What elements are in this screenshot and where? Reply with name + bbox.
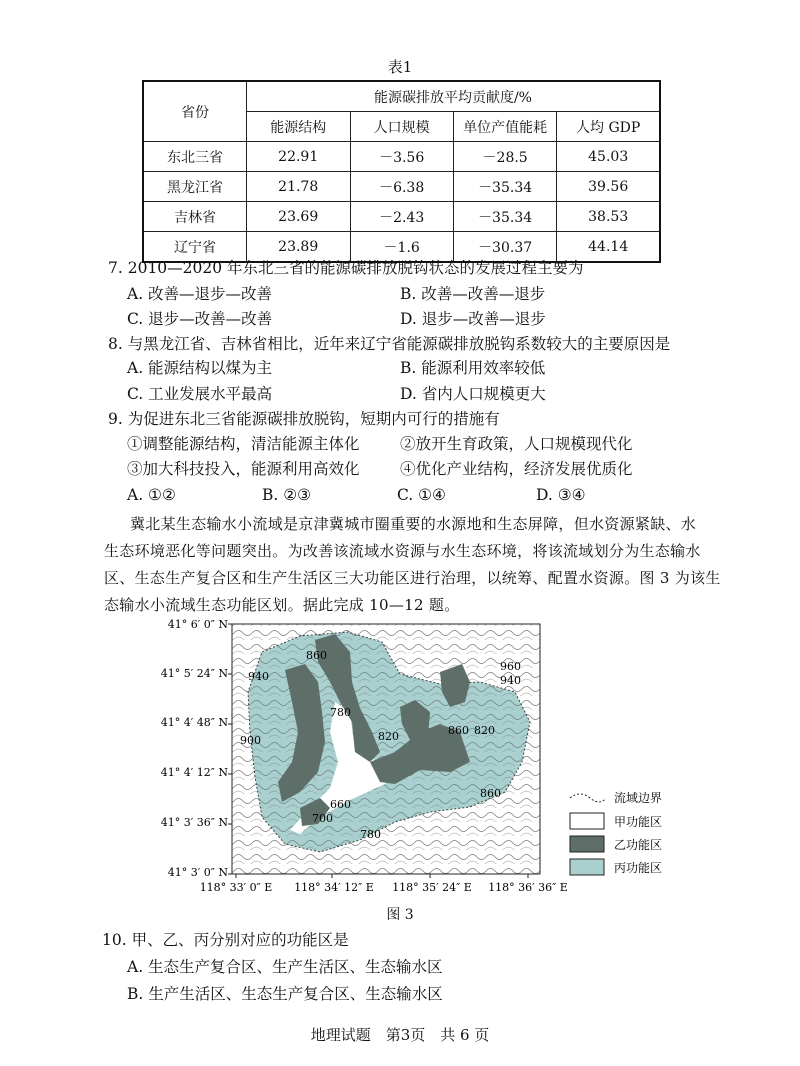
passage-line: 区、生态生产复合区和生产生活区三大功能区进行治理，以统筹、配置水资源。图 3 为该生 <box>104 569 721 587</box>
row-label: 吉林省 <box>143 202 246 232</box>
question-9-option-c: C. ①④ <box>397 486 446 504</box>
table-row <box>143 172 660 202</box>
row-label: 东北三省 <box>143 142 246 172</box>
table-row <box>143 202 660 232</box>
question-8-stem: 8. 与黑龙江省、吉林省相比，近年来辽宁省能源碳排放脱钩系数较大的主要原因是 <box>108 335 671 353</box>
longitude-label: 118° 33′ 0″ E <box>199 881 273 894</box>
legend-zone-c-label: 丙功能区 <box>614 861 663 875</box>
table-cell: －28.5 <box>453 142 557 172</box>
latitude-label: 41° 5′ 24″ N <box>160 667 228 680</box>
question-7-option-d: D. 退步—改善—退步 <box>400 310 546 328</box>
table-cell: －6.38 <box>350 172 453 202</box>
passage-line: 态输水小流域生态功能区划。据此完成 10—12 题。 <box>104 596 460 614</box>
contour-label: 780 <box>360 828 381 841</box>
table-cell: －35.34 <box>453 202 557 232</box>
question-9-stem: 9. 为促进东北三省能源碳排放脱钩，短期内可行的措施有 <box>108 410 500 428</box>
table-cell: 23.89 <box>246 232 350 263</box>
question-7-stem: 7. 2010—2020 年东北三省的能源碳排放脱钩状态的发展过程主要为 <box>108 259 584 277</box>
question-8-option-c: C. 工业发展水平最高 <box>127 385 273 403</box>
question-10-option-a: A. 生态生产复合区、生产生活区、生态输水区 <box>127 958 443 976</box>
contour-label: 860 <box>448 724 469 737</box>
table-cell: －3.56 <box>350 142 453 172</box>
latitude-label: 41° 4′ 48″ N <box>160 716 228 729</box>
contour-label: 820 <box>474 724 495 737</box>
contour-label: 900 <box>240 734 261 747</box>
contour-label: 700 <box>312 812 333 825</box>
map-legend <box>570 790 662 875</box>
table-cell: 23.69 <box>246 202 350 232</box>
longitude-label: 118° 35′ 24″ E <box>392 881 472 894</box>
passage-line: 冀北某生态输水小流域是京津冀城市圈重要的水源地和生态屏障，但水资源紧缺、水 <box>130 515 697 533</box>
passage-line: 生态环境恶化等问题突出。为改善该流域水资源与水生态环境，将该流域划分为生态输水 <box>104 542 701 560</box>
row-label: 黑龙江省 <box>143 172 246 202</box>
contour-label: 940 <box>248 670 269 683</box>
table-cell: －35.34 <box>453 172 557 202</box>
question-8-option-b: B. 能源利用效率较低 <box>400 359 546 377</box>
table-cell: 44.14 <box>557 232 660 263</box>
table-cell: 22.91 <box>246 142 350 172</box>
latitude-label: 41° 6′ 0″ N <box>167 618 228 631</box>
question-7-option-c: C. 退步—改善—改善 <box>127 310 273 328</box>
table-caption: 表1 <box>387 58 413 76</box>
table-header-province: 省份 <box>143 81 246 142</box>
table-cell: －30.37 <box>453 232 557 263</box>
contour-label: 860 <box>306 649 327 662</box>
boundary-legend-icon <box>570 794 606 802</box>
latitude-label: 41° 3′ 36″ N <box>160 816 228 829</box>
question-9-option-b: B. ②③ <box>262 486 312 504</box>
longitude-label: 118° 34′ 12″ E <box>294 881 374 894</box>
question-9-item-1: ①调整能源结构，清洁能源主体化 <box>127 435 360 453</box>
table-cell: 45.03 <box>557 142 660 172</box>
contour-label: 940 <box>500 674 521 687</box>
zone-b-legend-swatch <box>570 836 604 852</box>
column-header: 人口规模 <box>350 112 453 142</box>
question-7-option-b: B. 改善—改善—退步 <box>400 285 546 303</box>
page-footer: 地理试题 第3页 共 6 页 <box>310 1026 490 1044</box>
contour-label: 860 <box>480 787 501 800</box>
question-9-option-a: A. ①② <box>127 486 176 504</box>
watershed-map <box>0 612 800 912</box>
zone-c-legend-swatch <box>570 859 604 875</box>
question-10-stem: 10. 甲、乙、丙分别对应的功能区是 <box>102 931 349 949</box>
table-cell: －2.43 <box>350 202 453 232</box>
longitude-label: 118° 36′ 36″ E <box>488 881 568 894</box>
contour-label: 820 <box>378 730 399 743</box>
table-cell: 38.53 <box>557 202 660 232</box>
contour-label: 780 <box>330 706 351 719</box>
question-8-option-a: A. 能源结构以煤为主 <box>127 359 273 377</box>
data-table <box>142 80 661 263</box>
question-7-option-a: A. 改善—退步—改善 <box>127 285 273 303</box>
figure-caption: 图 3 <box>386 907 414 923</box>
question-9-item-4: ④优化产业结构，经济发展优质化 <box>400 460 633 478</box>
question-8-option-d: D. 省内人口规模更大 <box>400 385 546 403</box>
column-header: 能源结构 <box>246 112 350 142</box>
latitude-label: 41° 3′ 0″ N <box>167 866 228 879</box>
contour-label: 960 <box>500 660 521 673</box>
zone-a-legend-swatch <box>570 813 604 829</box>
legend-zone-b-label: 乙功能区 <box>614 838 663 852</box>
table-row <box>143 142 660 172</box>
contour-label: 660 <box>330 798 351 811</box>
table-cell: 21.78 <box>246 172 350 202</box>
column-header: 人均 GDP <box>557 112 660 142</box>
table-cell: －1.6 <box>350 232 453 263</box>
legend-zone-a-label: 甲功能区 <box>614 815 663 829</box>
latitude-label: 41° 4′ 12″ N <box>160 766 228 779</box>
question-9-option-d: D. ③④ <box>536 486 586 504</box>
table-group-header: 能源碳排放平均贡献度/% <box>246 81 660 112</box>
table-cell: 39.56 <box>557 172 660 202</box>
legend-boundary-label: 流域边界 <box>614 791 663 805</box>
row-label: 辽宁省 <box>143 232 246 263</box>
column-header: 单位产值能耗 <box>453 112 557 142</box>
question-9-item-3: ③加大科技投入，能源利用高效化 <box>127 460 360 478</box>
question-9-item-2: ②放开生育政策，人口规模现代化 <box>400 435 633 453</box>
question-10-option-b: B. 生产生活区、生态生产复合区、生态输水区 <box>127 985 443 1003</box>
